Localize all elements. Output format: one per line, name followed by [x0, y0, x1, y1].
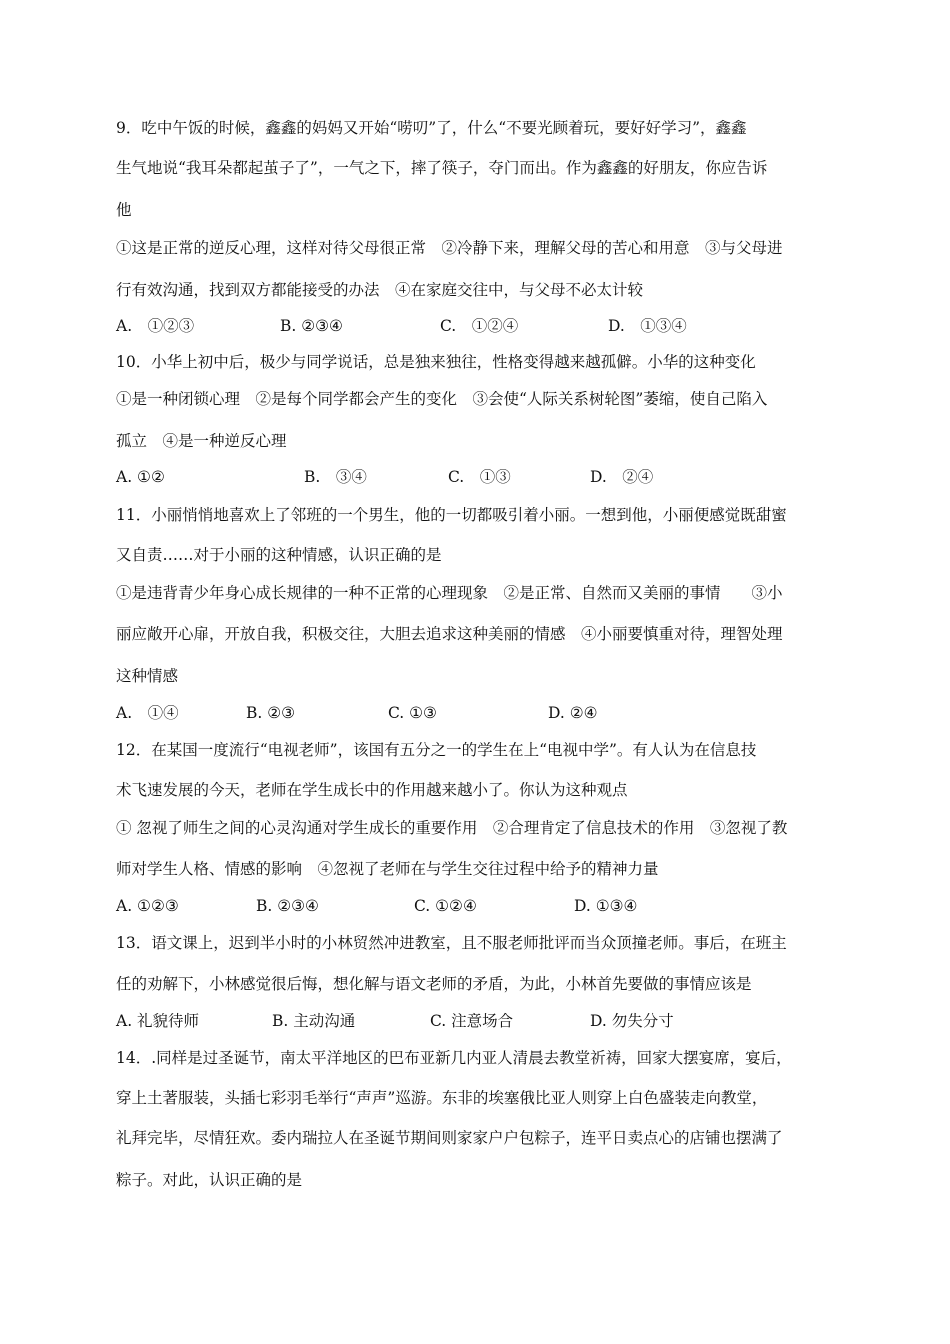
q9-option-b: B. ②③④ [280, 317, 343, 335]
q9-options [116, 316, 850, 336]
q10-stem-line-1: 10．小华上初中后，极少与同学说话，总是独来独往，性格变得越来越孤僻。小华的这种变化 [116, 353, 756, 371]
q10-options [116, 467, 850, 487]
q9-statements-line-1: ①这是正常的逆反心理，这样对待父母很正常 ②冷静下来，理解父母的苦心和用意 ③与父母进 [116, 239, 783, 257]
q10-option-a: A. ①② [116, 468, 165, 486]
q9-option-d: D. ①③④ [608, 317, 687, 335]
q12-option-c: C. ①②④ [414, 897, 477, 915]
q9-stem-line-3: 他 [116, 201, 132, 219]
q13-options [116, 1011, 850, 1031]
q12-option-d: D. ①③④ [574, 897, 638, 915]
q9-stem-line-1: 9．吃中午饭的时候，鑫鑫的妈妈又开始“唠叨”了，什么“不要光顾着玩，要好好学习”，鑫鑫 [116, 119, 747, 137]
q11-option-d: D. ②④ [548, 704, 598, 722]
q14-stem-line-4: 粽子。对此，认识正确的是 [116, 1171, 303, 1189]
q10-option-c: C. ①③ [448, 468, 511, 486]
q12-stem-line-2: 术飞速发展的今天，老师在学生成长中的作用越来越小了。你认为这种观点 [116, 781, 628, 799]
q12-option-a: A. ①②③ [116, 897, 179, 915]
q12-stem-line-1: 12．在某国一度流行“电视老师”，该国有五分之一的学生在上“电视中学”。有人认为在信息技 [116, 741, 757, 759]
q14-stem-line-3: 礼拜完毕，尽情狂欢。委内瑞拉人在圣诞节期间则家家户户包粽子，连平日卖点心的店铺也摆满了 [116, 1129, 783, 1147]
q10-statements-line-1: ①是一种闭锁心理 ②是每个同学都会产生的变化 ③会使“人际关系树轮图”萎缩，使自己陷入 [116, 390, 768, 408]
q13-option-b: B. 主动沟通 [272, 1012, 356, 1030]
q9-stem-line-2: 生气地说“我耳朵都起茧子了”，一气之下，摔了筷子，夺门而出。作为鑫鑫的好朋友，你应告诉 [116, 159, 768, 177]
q10-option-d: D. ②④ [590, 468, 654, 486]
q9-option-c: C. ①②④ [440, 317, 519, 335]
q11-stem-line-1: 11．小丽悄悄地喜欢上了邻班的一个男生，他的一切都吸引着小丽。一想到他，小丽便感觉既甜蜜 [116, 506, 787, 524]
q12-option-b: B. ②③④ [256, 897, 319, 915]
q13-option-c: C. 注意场合 [430, 1012, 514, 1030]
q11-options [116, 703, 850, 723]
q11-statements-line-1: ①是违背青少年身心成长规律的一种不正常的心理现象 ②是正常、自然而又美丽的事情 ③小 [116, 584, 783, 602]
q11-statements-line-2: 丽应敞开心扉，开放自我，积极交往，大胆去追求这种美丽的情感 ④小丽要慎重对待，理智处理 [116, 625, 783, 643]
q14-stem-line-1: 14．.同样是过圣诞节，南太平洋地区的巴布亚新几内亚人清晨去教堂祈祷，回家大摆宴席，宴后， [116, 1049, 792, 1067]
q11-statements-line-3: 这种情感 [116, 667, 179, 685]
q12-statements-line-2: 师对学生人格、情感的影响 ④忽视了老师在与学生交往过程中给予的精神力量 [116, 860, 659, 878]
q11-option-b: B. ②③ [246, 704, 296, 722]
q10-option-b: B. ③④ [304, 468, 367, 486]
q11-option-c: C. ①③ [388, 704, 437, 722]
q13-option-a: A. 礼貌待师 [116, 1012, 200, 1030]
q9-statements-line-2: 行有效沟通，找到双方都能接受的办法 ④在家庭交往中，与父母不必太计较 [116, 281, 644, 299]
q11-stem-line-2: 又自责……对于小丽的这种情感，认识正确的是 [116, 546, 442, 564]
q13-stem-line-1: 13．语文课上，迟到半小时的小林贸然冲进教室，且不服老师批评而当众顶撞老师。事后，在班主 [116, 934, 787, 952]
q14-stem-line-2: 穿上土著服装，头插七彩羽毛举行“声声”巡游。东非的埃塞俄比亚人则穿上白色盛装走向教堂， [116, 1089, 768, 1107]
q10-statements-line-2: 孤立 ④是一种逆反心理 [116, 432, 287, 450]
q12-statements-line-1: ① 忽视了师生之间的心灵沟通对学生成长的重要作用 ②合理肯定了信息技术的作用 ③忽视了教 [116, 819, 788, 837]
q13-option-d: D. 勿失分寸 [590, 1012, 674, 1030]
q12-options [116, 896, 850, 916]
q11-option-a: A. ①④ [116, 704, 179, 722]
q9-option-a: A. ①②③ [116, 317, 195, 335]
q13-stem-line-2: 任的劝解下，小林感觉很后悔，想化解与语文老师的矛盾，为此，小林首先要做的事情应该是 [116, 975, 752, 993]
